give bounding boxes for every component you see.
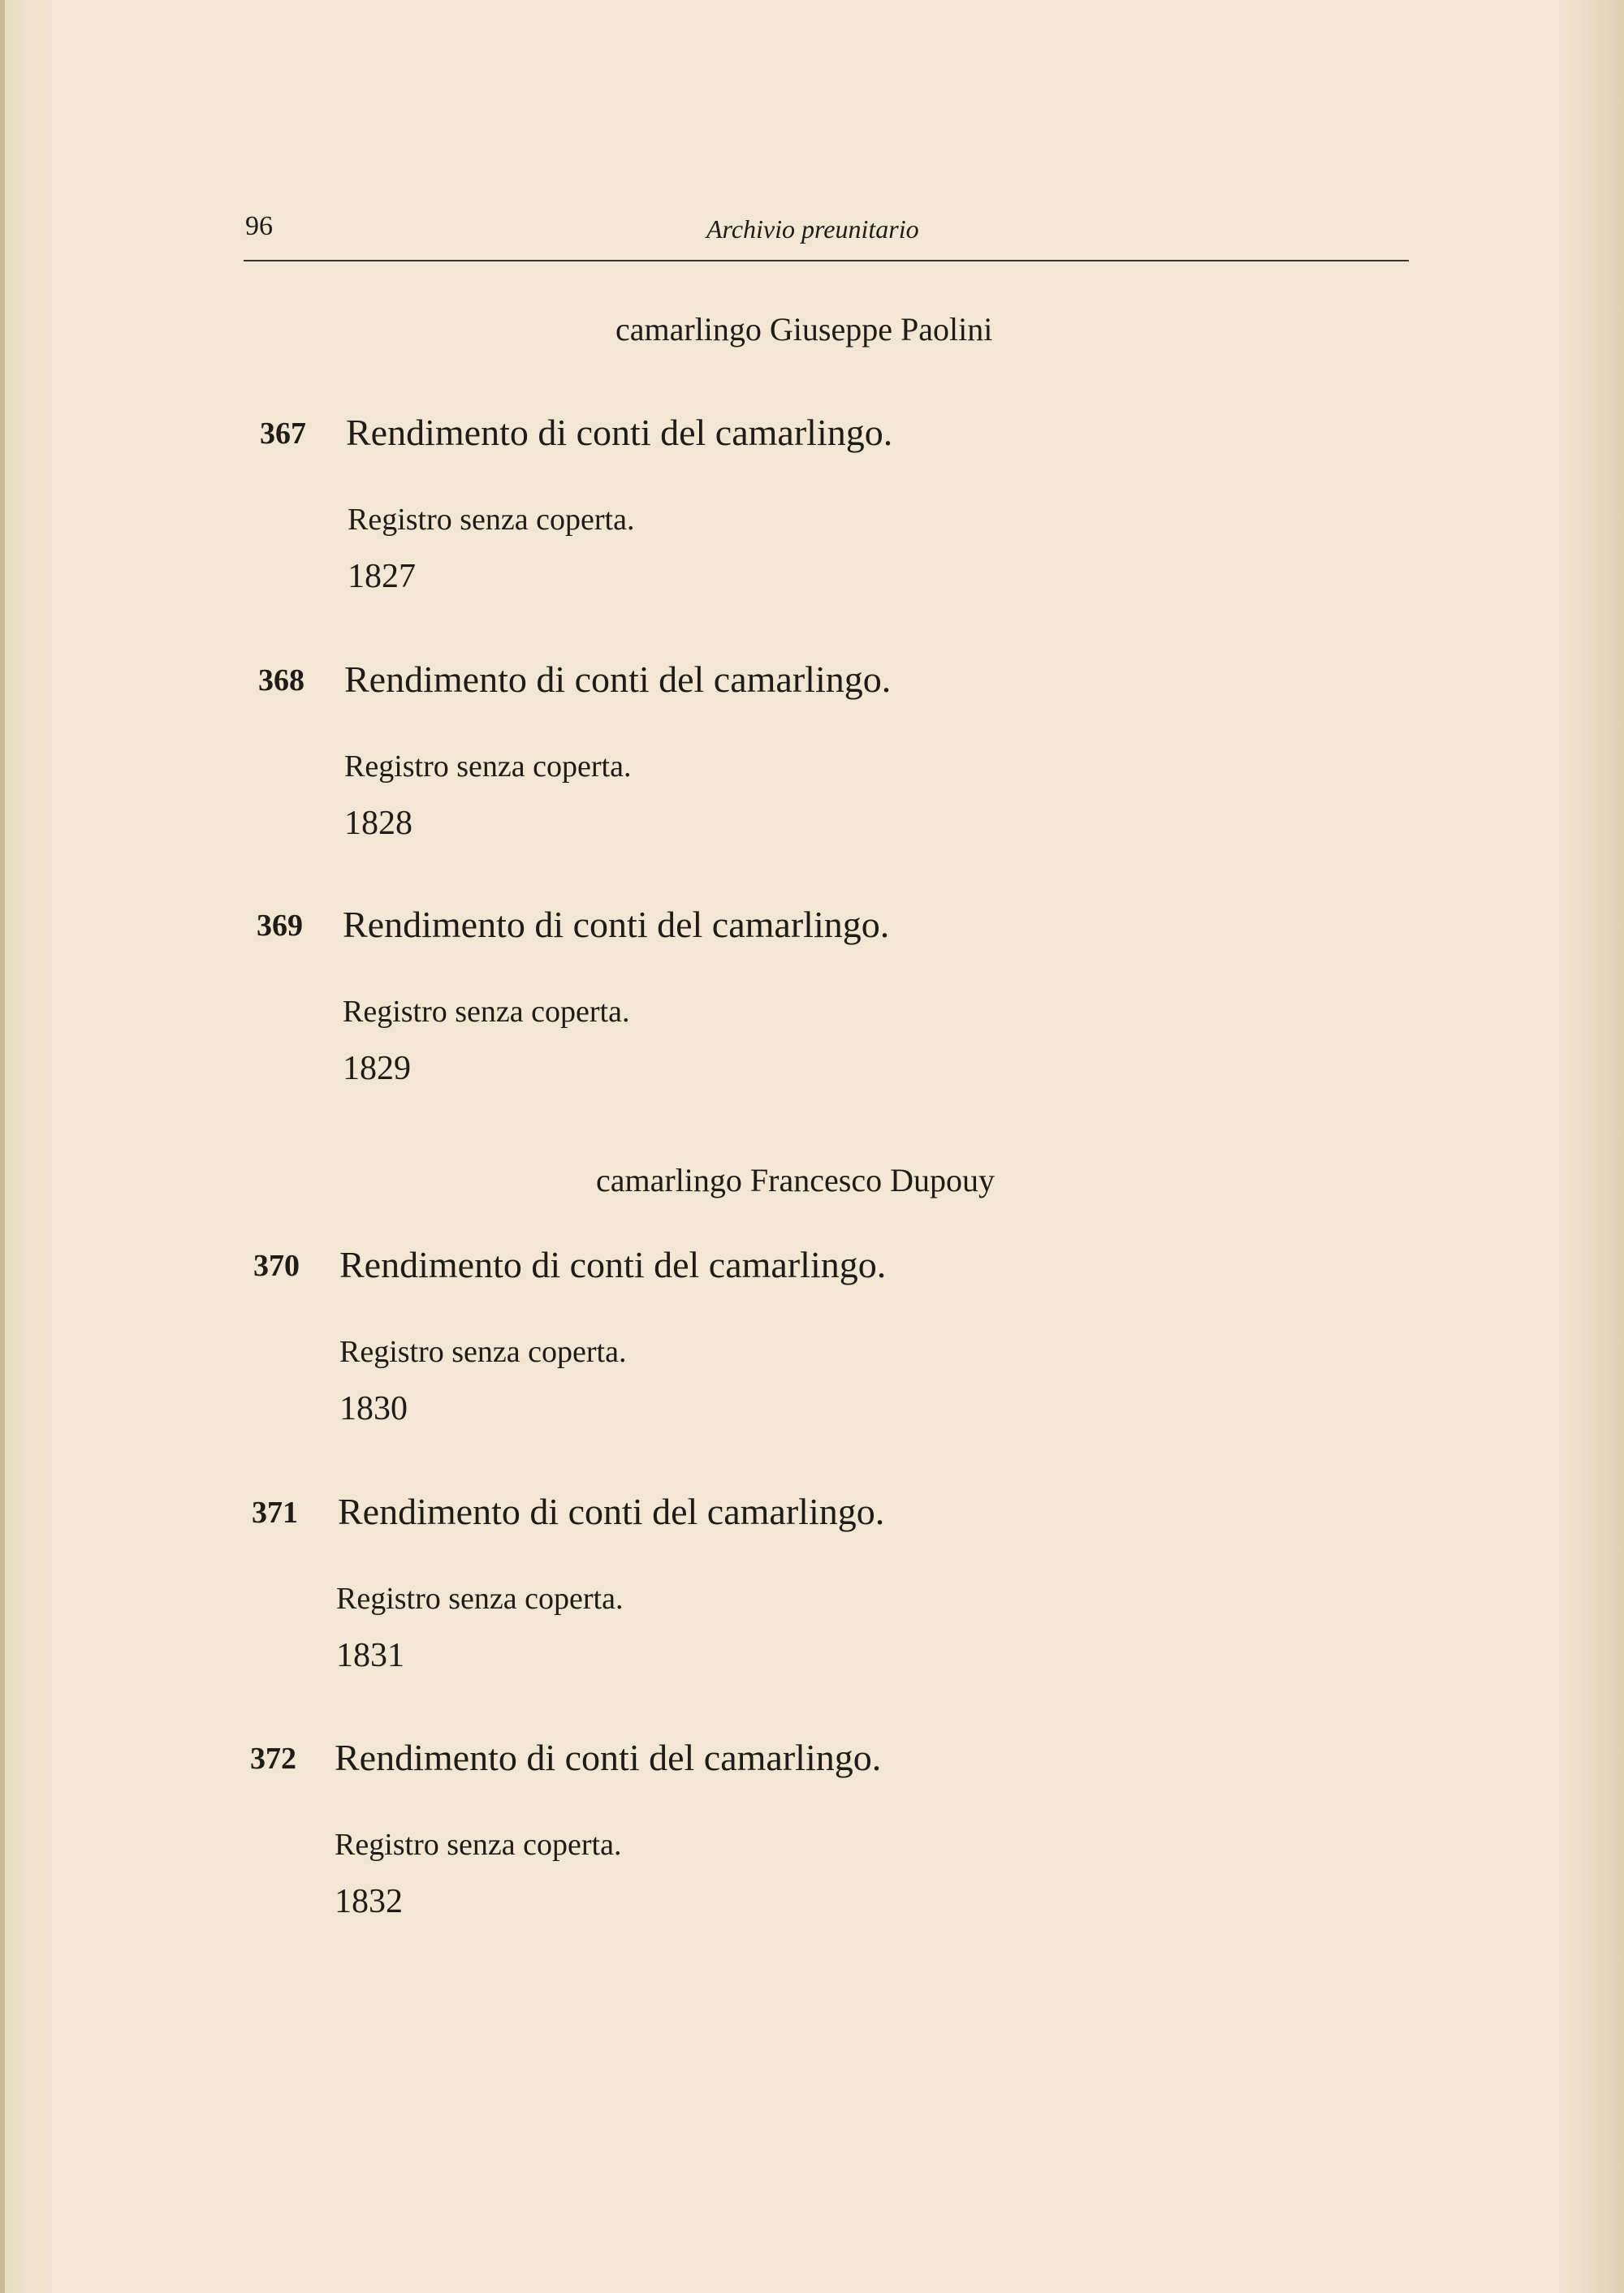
inventory-entry — [0, 904, 1624, 1111]
entry-year: 1830 — [339, 1390, 408, 1427]
entry-year: 1832 — [335, 1883, 403, 1920]
entry-number: 372 — [250, 1742, 296, 1776]
entry-title: Rendimento di conti del camarlingo. — [343, 904, 890, 945]
entry-description: Registro senza coperta. — [336, 1582, 624, 1616]
entry-title: Rendimento di conti del camarlingo. — [338, 1491, 885, 1532]
entry-number: 371 — [252, 1496, 298, 1530]
entry-title: Rendimento di conti del camarlingo. — [339, 1244, 887, 1285]
running-title: Archivio preunitario — [706, 214, 919, 244]
entry-description: Registro senza coperta. — [339, 1335, 627, 1369]
entry-description: Registro senza coperta. — [344, 749, 632, 784]
entry-description: Registro senza coperta. — [335, 1828, 622, 1862]
inventory-entry — [0, 1737, 1624, 1944]
entry-title: Rendimento di conti del camarlingo. — [344, 659, 892, 700]
entry-title: Rendimento di conti del camarlingo. — [335, 1737, 882, 1778]
page-number: 96 — [245, 211, 273, 241]
inventory-entry — [0, 1244, 1624, 1451]
entry-title: Rendimento di conti del camarlingo. — [346, 412, 893, 453]
entry-number: 367 — [260, 417, 306, 451]
section-heading: camarlingo Giuseppe Paolini — [615, 311, 993, 348]
page-header — [244, 203, 1409, 261]
entry-year: 1828 — [344, 805, 412, 842]
inventory-entry — [0, 1491, 1624, 1698]
entry-description: Registro senza coperta. — [343, 995, 630, 1029]
inventory-entry — [0, 412, 1624, 619]
entry-description: Registro senza coperta. — [348, 503, 635, 537]
section-heading: camarlingo Francesco Dupouy — [596, 1162, 995, 1198]
entry-number: 370 — [253, 1249, 300, 1283]
page-edge — [0, 0, 5, 2293]
entry-year: 1829 — [343, 1050, 411, 1087]
entry-number: 368 — [258, 663, 304, 697]
inventory-entry — [0, 659, 1624, 866]
entry-year: 1831 — [336, 1637, 404, 1674]
entry-year: 1827 — [348, 558, 416, 595]
entry-number: 369 — [257, 909, 303, 943]
